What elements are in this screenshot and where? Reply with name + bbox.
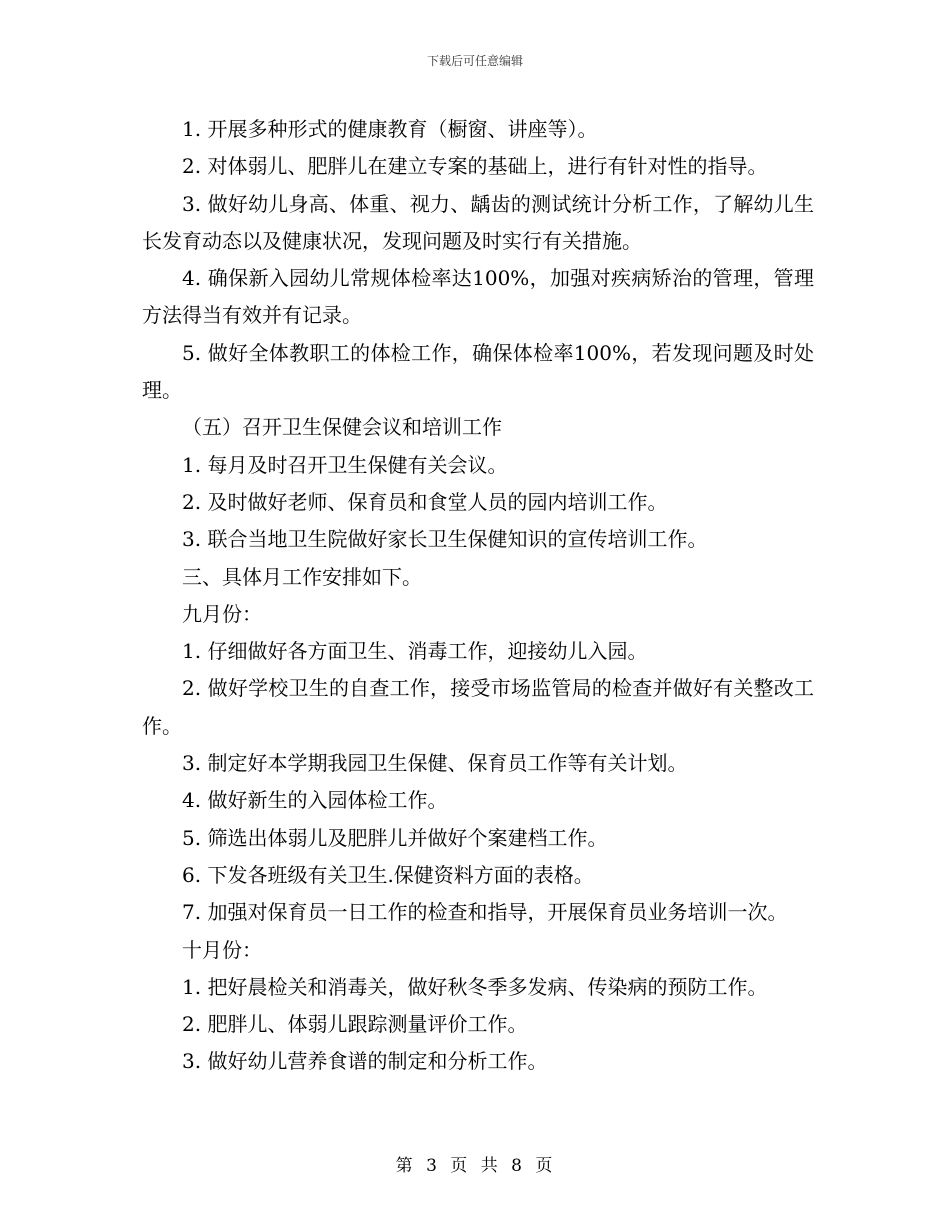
paragraph-sept-1: 1. 仔细做好各方面卫生、消毒工作，迎接幼儿入园。: [182, 639, 648, 664]
page-header-note: 下载后可任意编辑: [426, 54, 523, 68]
section-heading-meetings-training: （五）召开卫生保健会议和培训工作: [182, 415, 502, 440]
paragraph-health-education: 1. 开展多种形式的健康教育（橱窗、讲座等）。: [182, 117, 598, 141]
paragraph-sept-6: 6. 下发各班级有关卫生.保健资料方面的表格。: [182, 862, 594, 887]
paragraph-monthly-meetings: 1. 每月及时召开卫生保健有关会议。: [182, 452, 508, 477]
month-heading-october: 十月份：: [182, 937, 262, 962]
paragraph-sept-7: 7. 加强对保育员一日工作的检查和指导，开展保育员业务培训一次。: [182, 900, 788, 925]
paragraph-oct-3: 3. 做好幼儿营养食谱的制定和分析工作。: [182, 1049, 548, 1074]
paragraph-oct-1: 1. 把好晨检关和消毒关，做好秋冬季多发病、传染病的预防工作。: [182, 974, 768, 999]
paragraph-parent-training: 3. 联合当地卫生院做好家长卫生保健知识的宣传培训工作。: [182, 527, 708, 552]
section-heading-monthly-plan: 三、具体月工作安排如下。: [182, 564, 422, 589]
paragraph-sept-5: 5. 筛选出体弱儿及肥胖儿并做好个案建档工作。: [182, 825, 608, 850]
paragraph-weak-obese-guidance: 2. 对体弱儿、肥胖儿在建立专案的基础上，进行有针对性的指导。: [182, 154, 768, 179]
document-body: [142, 111, 814, 1081]
paragraph-staff-training: 2. 及时做好老师、保育员和食堂人员的园内培训工作。: [182, 489, 668, 514]
paragraph-staff-checkup: 5. 做好全体教职工的体检工作，确保体检率100%，若发现问题及时处理。: [142, 340, 814, 403]
paragraph-measurement-analysis: 3. 做好幼儿身高、体重、视力、龋齿的测试统计分析工作，了解幼儿生长发育动态以及健康状况，发现问题及时实行有关措施。: [142, 191, 814, 253]
page-number: 第 3 页 共 8 页: [395, 1156, 555, 1176]
paragraph-sept-4: 4. 做好新生的入园体检工作。: [182, 788, 448, 813]
paragraph-sept-2: 2. 做好学校卫生的自查工作，接受市场监管局的检查并做好有关整改工作。: [142, 676, 814, 738]
paragraph-new-child-checkup: 4. 确保新入园幼儿常规体检率达100%，加强对疾病矫治的管理，管理方法得当有效并有记录。: [142, 266, 814, 328]
paragraph-oct-2: 2. 肥胖儿、体弱儿跟踪测量评价工作。: [182, 1012, 528, 1037]
paragraph-sept-3: 3. 制定好本学期我园卫生保健、保育员工作等有关计划。: [182, 751, 688, 776]
month-heading-september: 九月份：: [182, 601, 262, 626]
